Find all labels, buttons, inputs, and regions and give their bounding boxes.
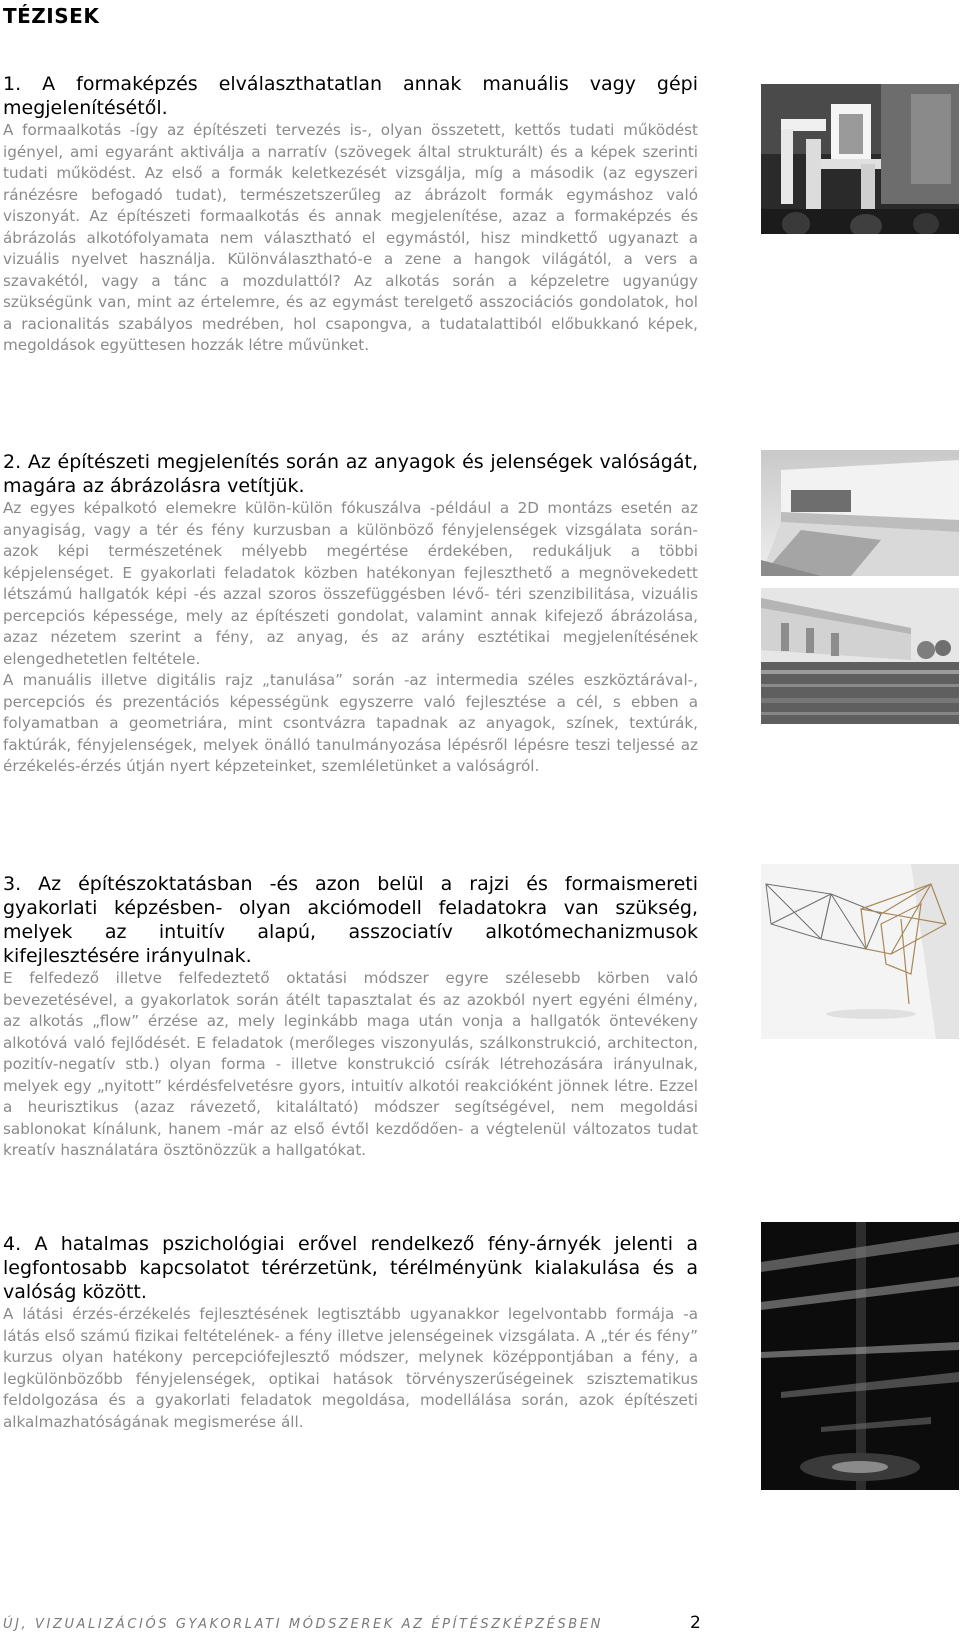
thesis-section-3 xyxy=(3,872,698,1162)
thesis-paragraph: A látási érzés-érzékelés fejlesztésének legtisztább ugyanakkor legelvontabb formája -a látás első számú fizikai feltételének- a fény illetve jelenségeinek vizsgálata. A „tér és fény” kurzus olyan hatékony percepciófejlesztő módszer, melynek középpontjában a fény, a legkülönbözőbb fényjelenségek, optikai hatások törvényszerűségeinek szisztematikus feldolgozása és a gyakorlati feladatok megoldása, modellálása során, azok építészeti alkalmazhatóságának megismerése áll. xyxy=(3,1305,698,1431)
thesis-paragraph: Az egyes képalkotó elemekre külön-külön fókuszálva -például a 2D montázs esetén az anyagiság, vagy a tér és fény kurzusban a különböző fényjelenségek vizsgálata során- azok képi természetének mélyebb megértése érdekében, redukáljuk a többi képjelenséget. E gyakorlati feladatok közben hatékonyan fejleszthető a megnövekedett létszámú hallgatók képi -és azzal szoros összefüggésben lévő- téri szenzibilitása, vizuális percepciós képessége, mely az építészeti gondolat, valamint annak kifejező ábrázolása, azaz nézetem szerint a fény, az anyag, és az arány esztétikai megjelenítésének elengedhetetlen feltétele. xyxy=(3,499,698,668)
page-title: TÉZISEK xyxy=(3,4,100,28)
thesis-section-4 xyxy=(3,1232,698,1433)
thesis-paragraph: A manuális illetve digitális rajz „tanulása” során -az intermedia széles eszköztárával-, percepciós és prezentációs képességünk egyszerre való fejlesztése a cél, s ebben a folyamatban a geometriára, mint csontvázra tapadnak az anyagok, színek, textúrák, faktúrák, fényjelenségek, melyek önálló tanulmányozása lépésről lépésre teszi teljessé az érzékelés-érzés útján nyert képzeteinket, szemléletünket a valóságról. xyxy=(3,671,698,775)
thesis-body xyxy=(3,968,698,1162)
thesis-body xyxy=(3,498,698,778)
building-facade-photo xyxy=(761,450,959,576)
sculpture-studio-photo xyxy=(761,84,959,234)
wire-structure-photo xyxy=(761,864,959,1039)
thesis-body xyxy=(3,120,698,357)
thesis-section-2 xyxy=(3,450,698,778)
thesis-heading: 3. Az építészoktatásban -és azon belül a rajzi és formaismereti gyakorlati képzésben- olyan akciómodell feladatokra van szükség, melyek az intuitív alapú, asszociatív alkotómechanizmusok kifejlesztésére irányulnak. xyxy=(3,873,698,967)
thesis-heading: 4. A hatalmas pszichológiai erővel rendelkező fény-árnyék jelenti a legfontosabb kapcsolatot térérzetünk, térélményünk kialakulása és a valóság között. xyxy=(3,1233,698,1303)
light-beams-photo xyxy=(761,1222,959,1490)
footer-title: ÚJ, VIZUALIZÁCIÓS GYAKORLATI MÓDSZEREK AZ ÉPÍTÉSZKÉPZÉSBEN xyxy=(3,1617,603,1632)
thesis-heading: 2. Az építészeti megjelenítés során az anyagok és jelenségek valóságát, magára az ábrázolásra vetítjük. xyxy=(3,451,698,497)
thesis-heading: 1. A formaképzés elválaszthatatlan annak manuális vagy gépi megjelenítésétől. xyxy=(3,73,698,119)
thesis-paragraph: E felfedező illetve felfedeztető oktatási módszer egyre szélesebb körben való bevezetésével, a gyakorlatok során átélt tapasztalat és az azokból nyert egyéni élmény, az alkotás „flow” érzése az, mely leginkább maga után vonja a hallgatók öntevékeny alkotóvá való fejlődését. E feladatok (merőleges viszonyulás, szálkonstrukció, architecton, pozitív-negatív stb.) olyan forma - illetve konstrukció csírák létrehozására irányulnak, melyek egy „nyitott” kérdésfelvetésre gyors, intuitív alkotói reakcióként jönnek létre. Ezzel a heurisztikus (azaz rávezető, kitaláltató) módszer segítségével, nem megoldási sablonokat kínálunk, hanem -már az első évtől kezdődően- a végtelenül változatos tudat kreatív használatára ösztönözzük a hallgatókat. xyxy=(3,969,698,1159)
thesis-section-1 xyxy=(3,72,698,357)
page-number: 2 xyxy=(690,1613,701,1633)
thesis-paragraph: A formaalkotás -így az építészeti tervezés is-, olyan összetett, kettős tudati működést igényel, ami egyaránt aktiválja a narratív (szövegek által strukturált) és a képek szerinti tudati működést. Az első a formák keletkezését vizsgálja, míg a második (az egyszeri ránézésre befogadó tudat), természetszerűleg az ábrázolt formák egymáshoz való viszonyát. Az építészeti formaalkotás és annak megjelenítése, azaz a formaképzés és ábrázolás alkotófolyamata nem választható el egymástól, hisz mindkettő ugyanazt a vizuális nyelvet használja. Különválasztható-e a zene a hangok világától, a vers a szavakétól, vagy a tánc a mozdulattól? Az alkotás során a képzeletre ugyanúgy szükségünk van, mint az értelemre, és az egymást terelgető asszociációs gondolatok, hol a racionalitás szabályos medrében, hol csapongva, a tudatalattiból előbukkanó képek, megoldások együttesen hozzák létre művünket. xyxy=(3,121,698,354)
thesis-body xyxy=(3,1304,698,1433)
building-pool-photo xyxy=(761,588,959,724)
